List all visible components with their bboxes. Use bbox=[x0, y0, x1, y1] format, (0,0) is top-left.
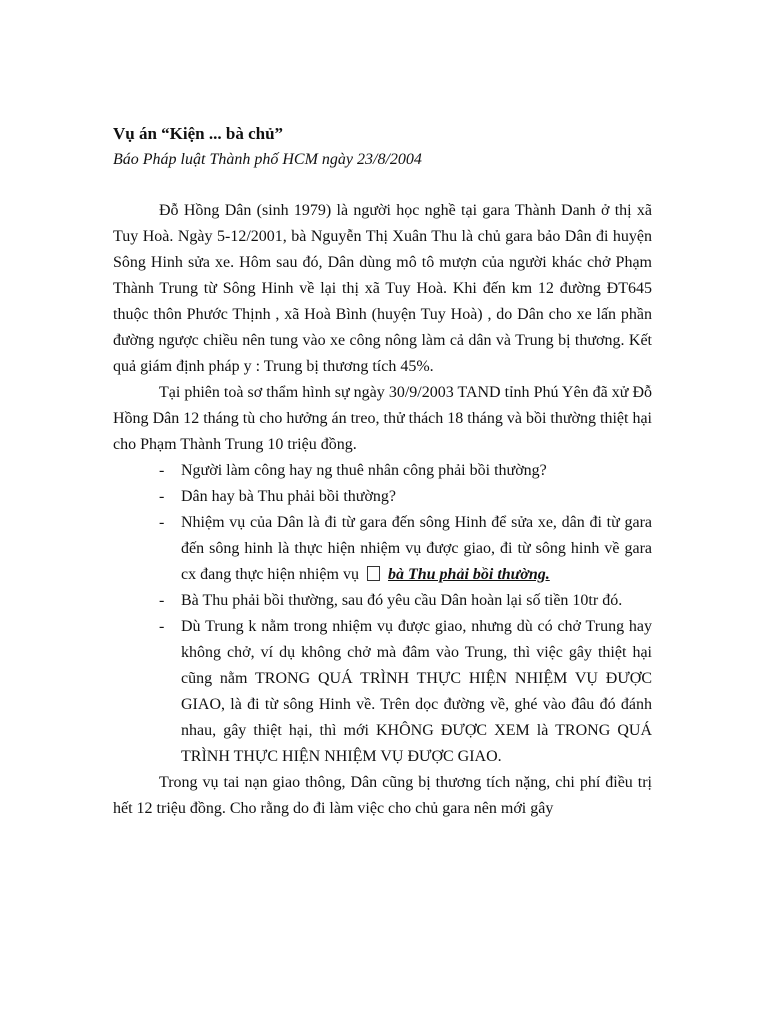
question-list bbox=[113, 458, 652, 770]
list-item-text: Dân hay bà Thu phải bồi thường? bbox=[181, 488, 397, 505]
list-item bbox=[113, 458, 652, 484]
paragraph-court-ruling: Tại phiên toà sơ thẩm hình sự ngày 30/9/2003 TAND tỉnh Phú Yên đã xử Đỗ Hồng Dân 12 tháng tù cho hưởng án treo, thử thách 18 tháng và bồi thường thiệt hại cho Phạm Thành Trung 10 triệu đồng. bbox=[113, 384, 652, 453]
paragraph-injury: Trong vụ tai nạn giao thông, Dân cũng bị thương tích nặng, chi phí điều trị hết 12 triệu đồng. Cho rằng do đi làm việc cho chủ gara nên mới gây bbox=[113, 774, 652, 817]
paragraph-case-facts: Đỗ Hồng Dân (sinh 1979) là người học nghề tại gara Thành Danh ở thị xã Tuy Hoà. Ngày 5-12/2001, bà Nguyễn Thị Xuân Thu là chủ gara bảo Dân đi huyện Sông Hinh sửa xe. Hôm sau đó, Dân dùng mô tô mượn của người khác chở Phạm Thành Trung từ Sông Hinh về lại thị xã Tuy Hoà. Khi đến km 12 đường ĐT645 thuộc thôn Phước Thịnh , xã Hoà Bình (huyện Tuy Hoà) , do Dân cho xe lấn phần đường ngược chiều nên tung vào xe công nông làm cả dân và Trung bị thương. Kết quả giám định pháp y : Trung bị thương tích 45%. bbox=[113, 202, 652, 375]
dash-bullet: - bbox=[159, 592, 165, 609]
document-subtitle: Báo Pháp luật Thành phố HCM ngày 23/8/2004 bbox=[113, 151, 422, 168]
list-item bbox=[113, 588, 652, 614]
list-item bbox=[113, 510, 652, 588]
conclusion-text: bà Thu phải bồi thường. bbox=[387, 566, 550, 583]
document-page bbox=[113, 121, 652, 822]
list-item bbox=[113, 484, 652, 510]
list-item bbox=[113, 614, 652, 770]
dash-bullet: - bbox=[159, 618, 165, 635]
dash-bullet: - bbox=[159, 488, 165, 505]
list-item-text: Nhiệm vụ của Dân là đi từ gara đến sông Hinh để sửa xe, dân đi từ gara đến sông hinh là thực hiện nhiệm vụ được giao, đi từ sông hinh về gara cx đang thực hiện nhiệm vụ bbox=[181, 514, 652, 583]
missing-glyph-icon bbox=[367, 566, 380, 581]
list-item-text: Dù Trung k nằm trong nhiệm vụ được giao, nhưng dù có chở Trung hay không chở, ví dụ không chở mà đâm vào Trung, thì việc gây thiệt hại cũng nằm TRONG QUÁ TRÌNH THỰC HIỆN NHIỆM VỤ ĐƯỢC GIAO, là đi từ sông Hinh về. Trên dọc đường về, ghé vào đâu đó đánh nhau, gây thiệt hại, thì mới KHÔNG ĐƯỢC XEM là TRONG QUÁ TRÌNH THỰC HIỆN NHIỆM VỤ ĐƯỢC GIAO. bbox=[181, 618, 652, 765]
dash-bullet: - bbox=[159, 462, 165, 479]
list-item-text: Người làm công hay ng thuê nhân công phải bồi thường? bbox=[181, 462, 547, 479]
document-title: Vụ án “Kiện ... bà chủ” bbox=[113, 124, 284, 143]
dash-bullet: - bbox=[159, 514, 165, 531]
list-item-text: Bà Thu phải bồi thường, sau đó yêu cầu Dân hoàn lại số tiền 10tr đó. bbox=[181, 592, 623, 609]
